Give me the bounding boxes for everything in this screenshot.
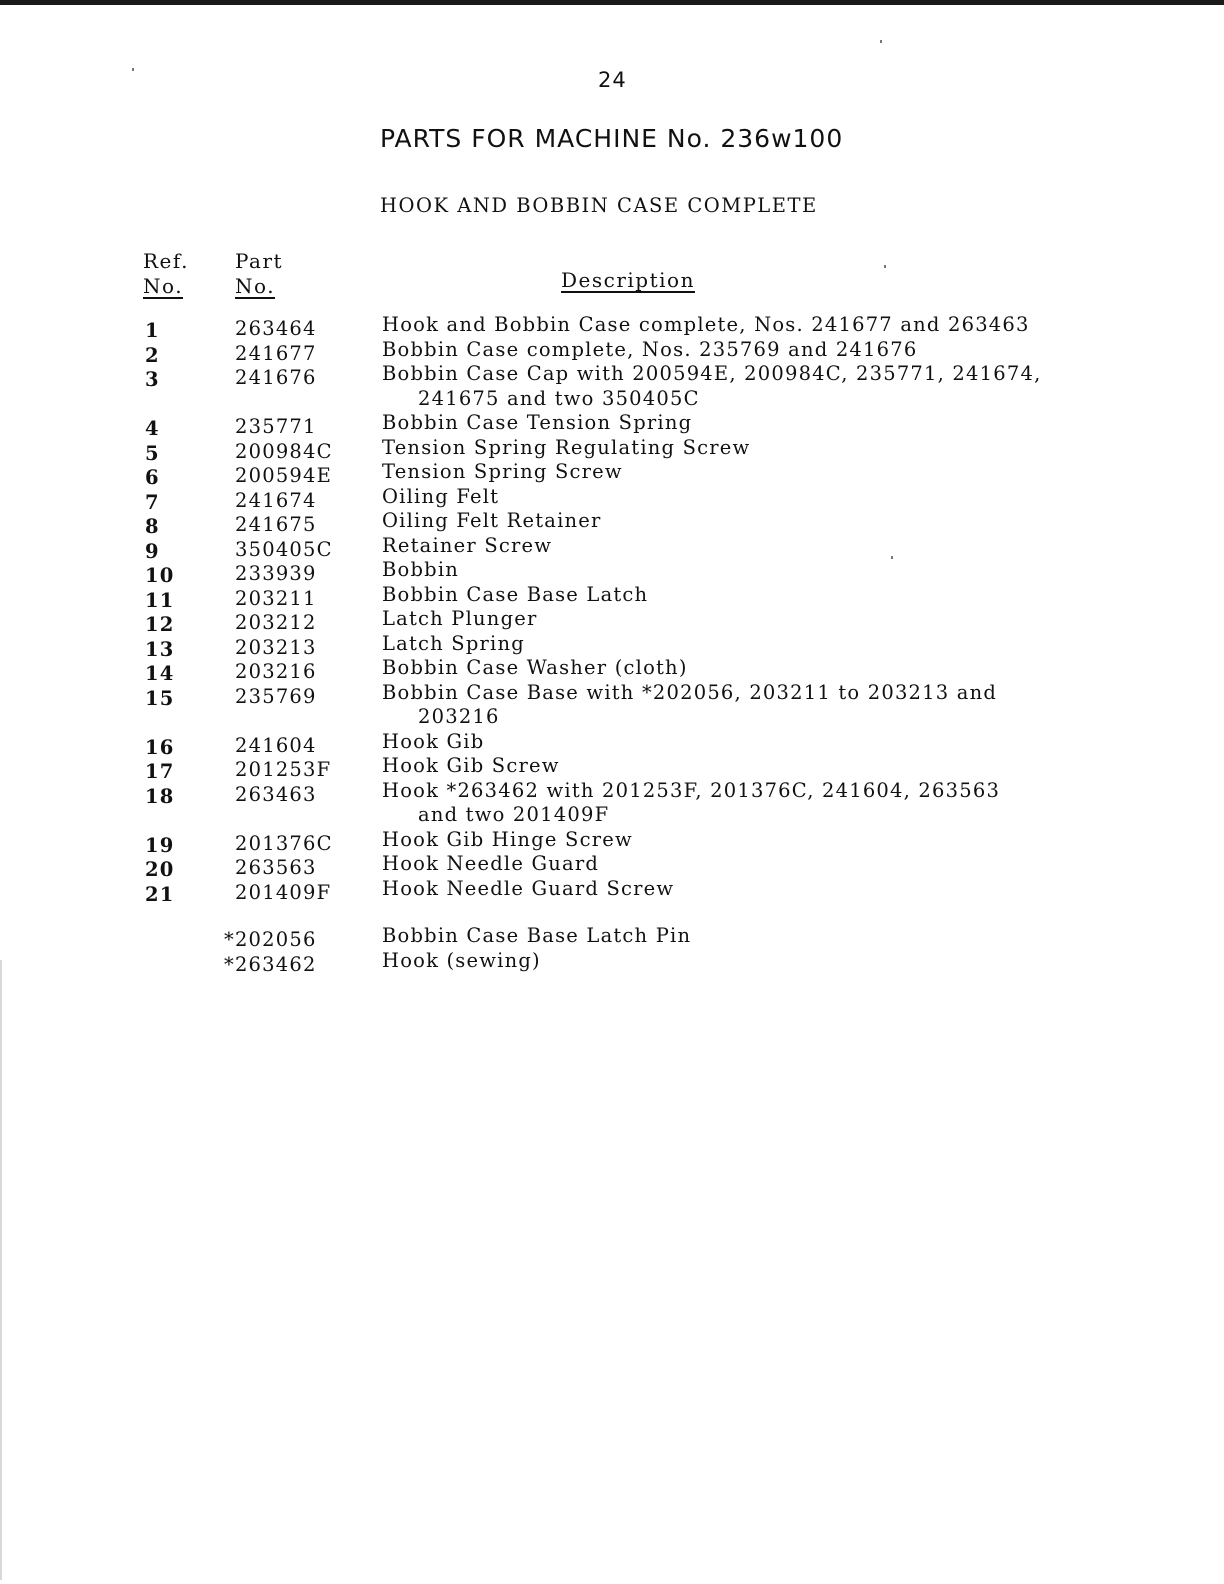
header-description — [561, 268, 695, 293]
table-row — [0, 362, 1224, 411]
part-description-continued: 203216 — [418, 705, 500, 728]
ref-number: 12 — [145, 613, 175, 636]
part-description: Hook Gib — [382, 729, 485, 753]
part-number: 263463 — [235, 782, 317, 806]
scan-edge-left — [0, 960, 2, 1580]
table-row — [0, 681, 1224, 730]
part-description: Bobbin Case Washer (cloth) — [382, 656, 688, 679]
part-number: 201253F — [235, 758, 332, 781]
header-ref-no — [143, 249, 189, 299]
ref-number: 7 — [145, 490, 160, 514]
header-part-no — [235, 249, 283, 299]
part-description: Tension Spring Screw — [382, 460, 623, 483]
table-row — [0, 484, 1224, 514]
part-number: 263563 — [235, 856, 317, 879]
part-number: 241675 — [235, 513, 317, 536]
table-row — [0, 754, 1224, 783]
ref-number: 14 — [145, 662, 175, 685]
scan-speck — [132, 68, 134, 71]
header-ref-line1: Ref. — [143, 249, 189, 273]
table-row — [0, 411, 1224, 440]
header-ref-line2: No. — [143, 274, 184, 298]
part-description: Bobbin — [382, 558, 460, 581]
table-row — [0, 582, 1224, 612]
header-part-line2: No. — [235, 274, 276, 298]
part-description: Oiling Felt — [382, 484, 500, 508]
part-number: 263464 — [235, 317, 317, 340]
part-number: 203216 — [235, 660, 317, 683]
part-number: 201409F — [235, 880, 332, 904]
scan-edge-top — [0, 0, 1224, 5]
ref-number: 16 — [145, 735, 175, 759]
part-description: Bobbin Case Cap with 200594E, 200984C, 235771, 241674, 241675 and two 350405C — [382, 362, 1042, 410]
part-number: 200594E — [235, 464, 333, 487]
ref-number: 3 — [145, 368, 160, 391]
part-description: Hook *263462 with 201253F, 201376C, 241604, 263563 and two 201409F — [382, 778, 1001, 826]
table-row — [0, 533, 1224, 563]
table-row — [0, 729, 1224, 759]
ref-number: 6 — [145, 466, 160, 489]
ref-number: 11 — [145, 588, 175, 612]
part-description: Retainer Screw — [382, 533, 553, 557]
ref-number: 1 — [145, 319, 160, 342]
table-row — [0, 558, 1224, 587]
part-description: Bobbin Case Base with *202056, 203211 to 203213 and 203216 — [382, 680, 998, 728]
table-row — [0, 656, 1224, 685]
table-row — [0, 631, 1224, 661]
ref-number: 5 — [145, 441, 160, 465]
part-description: Latch Spring — [382, 631, 525, 655]
part-number: 241676 — [235, 366, 317, 389]
part-description: Latch Plunger — [382, 607, 538, 630]
part-description: Tension Spring Regulating Screw — [382, 435, 751, 459]
table-row — [0, 852, 1224, 881]
table-row — [0, 313, 1224, 342]
header-description-label: Description — [561, 268, 695, 292]
ref-number: 17 — [145, 760, 175, 783]
part-description: Hook Needle Guard Screw — [382, 876, 675, 900]
table-row-extra — [0, 949, 1224, 974]
part-description: Hook Needle Guard — [382, 852, 600, 875]
ref-number: 18 — [145, 784, 175, 808]
part-number: 241674 — [235, 488, 317, 512]
table-row — [0, 460, 1224, 489]
part-number: 233939 — [235, 562, 317, 585]
table-row — [0, 779, 1224, 828]
section-gap — [0, 901, 1224, 924]
part-number: 203211 — [235, 586, 317, 610]
header-part-line1: Part — [235, 249, 284, 273]
table-row — [0, 827, 1224, 857]
part-number: 235771 — [235, 415, 317, 438]
part-number: 241677 — [235, 341, 317, 365]
page-number: 24 — [598, 68, 627, 92]
table-row — [0, 435, 1224, 465]
part-number: 203213 — [235, 635, 317, 659]
ref-number: 19 — [145, 833, 175, 857]
ref-number: 10 — [145, 564, 175, 587]
part-description: Bobbin Case complete, Nos. 235769 and 241676 — [382, 337, 918, 361]
part-description: Hook Gib Screw — [382, 754, 560, 777]
table-row — [0, 607, 1224, 636]
ref-number: 2 — [145, 343, 160, 367]
ref-number: 15 — [145, 686, 175, 710]
page-title: PARTS FOR MACHINE No. 236w100 — [380, 124, 844, 153]
part-number: 201376C — [235, 831, 333, 855]
part-description: Hook and Bobbin Case complete, Nos. 241677 and 263463 — [382, 313, 1030, 336]
table-row — [0, 876, 1224, 906]
ref-number: 9 — [145, 539, 160, 563]
part-description: Oiling Felt Retainer — [382, 509, 602, 532]
part-description: Hook Gib Hinge Screw — [382, 827, 633, 851]
parts-list — [0, 313, 1224, 976]
table-row — [0, 509, 1224, 538]
scan-speck — [880, 40, 882, 43]
part-number: 203212 — [235, 611, 317, 634]
part-number: 350405C — [235, 537, 333, 561]
ref-number: 4 — [145, 417, 160, 440]
part-number: *263462 — [224, 952, 317, 976]
scan-speck — [884, 265, 886, 268]
part-description: Bobbin Case Base Latch — [382, 582, 649, 606]
part-description-continued: 241675 and two 350405C — [418, 386, 700, 410]
ref-number: 8 — [145, 515, 160, 538]
section-title: HOOK AND BOBBIN CASE COMPLETE — [380, 194, 818, 217]
part-number: *202056 — [224, 928, 317, 951]
part-number: 200984C — [235, 439, 333, 463]
ref-number: 13 — [145, 637, 175, 661]
ref-number: 20 — [145, 858, 175, 881]
part-description: Hook (sewing) — [382, 948, 541, 972]
part-description: Bobbin Case Base Latch Pin — [382, 924, 692, 947]
part-description-continued: and two 201409F — [418, 803, 610, 826]
part-number: 241604 — [235, 733, 317, 757]
part-number: 235769 — [235, 684, 317, 708]
part-description: Bobbin Case Tension Spring — [382, 411, 693, 434]
ref-number: 21 — [145, 882, 175, 906]
table-row — [0, 337, 1224, 367]
table-row-extra — [0, 924, 1224, 949]
